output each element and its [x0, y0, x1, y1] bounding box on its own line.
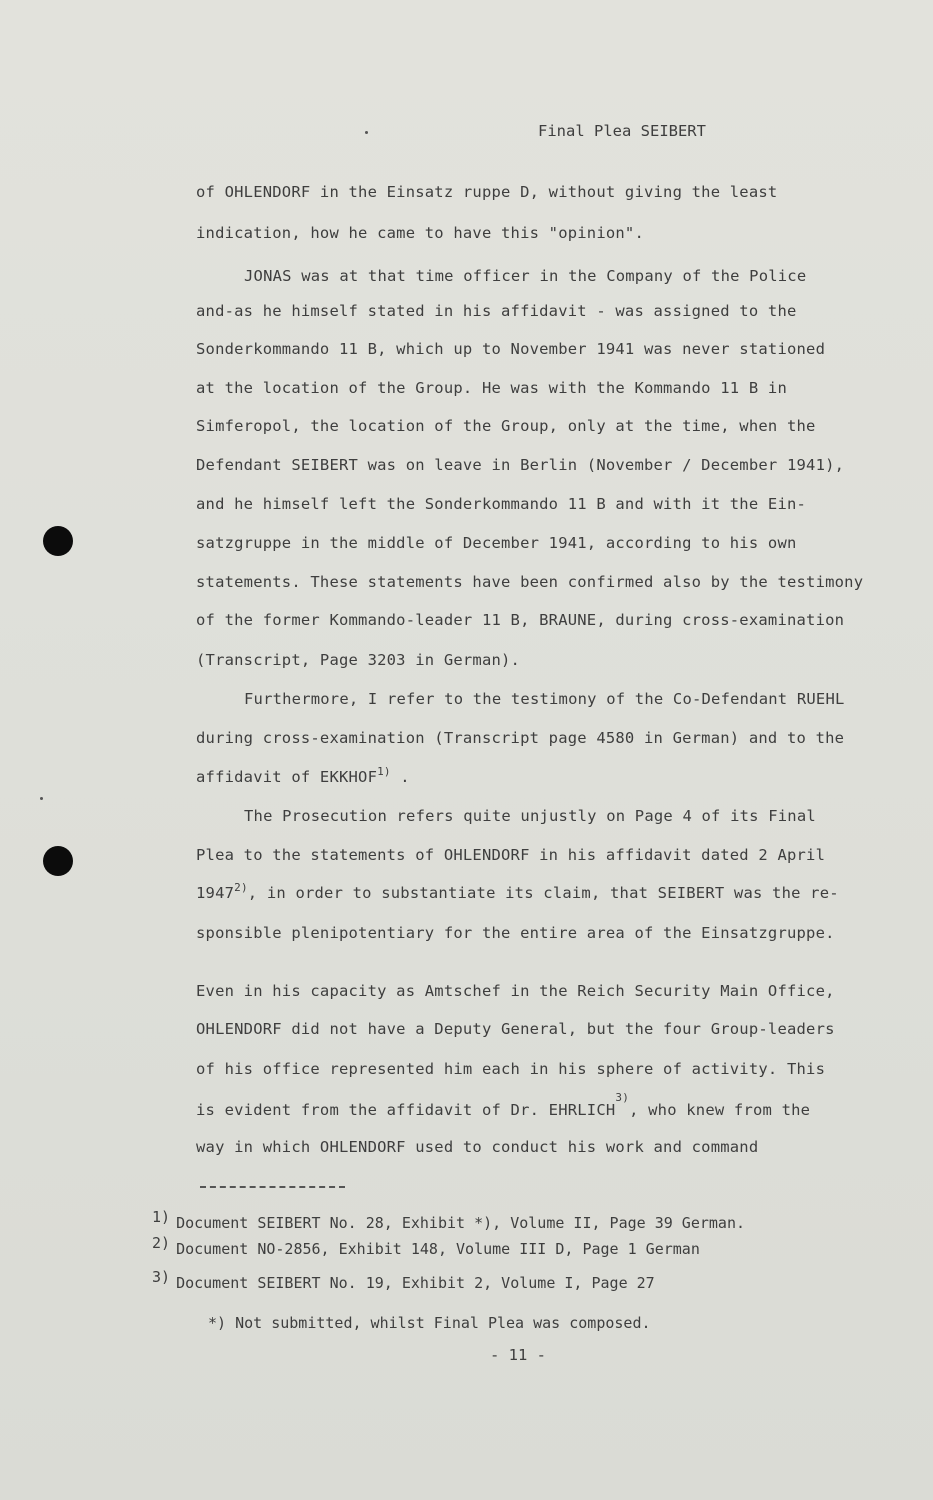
body-text: , who knew from the	[629, 1101, 811, 1119]
body-line: Defendant SEIBERT was on leave in Berlin (November / December 1941),	[196, 456, 845, 474]
body-line: Furthermore, I refer to the testimony of the Co-Defendant RUEHL	[244, 690, 845, 708]
body-text: affidavit of EKKHOF	[196, 768, 378, 786]
footnote-number: 1)	[152, 1208, 171, 1226]
body-text: is evident from the affidavit of Dr. EHRLICH	[196, 1101, 616, 1119]
punch-hole-icon	[43, 846, 73, 876]
footnote-mark: 1)	[377, 765, 391, 778]
footnote-text: Document NO-2856, Exhibit 148, Volume III D, Page 1 German	[176, 1240, 700, 1258]
body-text: 1947	[196, 884, 235, 902]
footnote-number: 3)	[152, 1268, 171, 1286]
body-line: during cross-examination (Transcript page 4580 in German) and to the	[196, 729, 845, 747]
punch-hole-icon	[43, 526, 73, 556]
footnote-mark: 2)	[234, 881, 248, 894]
speck-mark	[40, 797, 43, 800]
body-line: satzgruppe in the middle of December 1941, according to his own	[196, 534, 797, 552]
body-line: way in which OHLENDORF used to conduct his work and command	[196, 1138, 759, 1156]
body-line: sponsible plenipotentiary for the entire area of the Einsatzgruppe.	[196, 924, 835, 942]
footnote-mark: 3)	[615, 1091, 630, 1104]
body-line: (Transcript, Page 3203 in German).	[196, 651, 521, 669]
body-line	[196, 1091, 811, 1119]
body-line: indication, how he came to have this "opinion".	[196, 224, 644, 242]
body-line: OHLENDORF did not have a Deputy General, but the four Group-leaders	[196, 1020, 835, 1038]
body-line: Sonderkommando 11 B, which up to November 1941 was never stationed	[196, 340, 826, 358]
page-number: - 11 -	[490, 1346, 546, 1364]
body-line: of his office represented him each in his sphere of activity. This	[196, 1060, 826, 1078]
body-line	[196, 765, 410, 786]
body-line: of OHLENDORF in the Einsatz ruppe D, without giving the least	[196, 183, 778, 201]
body-line: of the former Kommando-leader 11 B, BRAUNE, during cross-examination	[196, 611, 845, 629]
body-line: and-as he himself stated in his affidavit - was assigned to the	[196, 302, 797, 320]
body-line: JONAS was at that time officer in the Company of the Police	[244, 267, 807, 285]
footnote	[152, 1234, 700, 1258]
speck-mark	[365, 131, 368, 134]
body-line: at the location of the Group. He was with the Kommando 11 B in	[196, 379, 787, 397]
footnote-note: *) Not submitted, whilst Final Plea was composed.	[208, 1314, 651, 1332]
footnote	[152, 1208, 746, 1232]
body-line: statements. These statements have been confirmed also by the testimony	[196, 573, 864, 591]
body-line: Even in his capacity as Amtschef in the Reich Security Main Office,	[196, 982, 835, 1000]
page-header: Final Plea SEIBERT	[538, 122, 706, 140]
body-text: , in order to substantiate its claim, that SEIBERT was the re-	[247, 884, 839, 902]
footnote-number: 2)	[152, 1234, 171, 1252]
footnote-text: Document SEIBERT No. 19, Exhibit 2, Volume I, Page 27	[176, 1274, 655, 1292]
footnote	[152, 1268, 655, 1292]
body-line: and he himself left the Sonderkommando 11 B and with it the Ein-	[196, 495, 807, 513]
body-line: Plea to the statements of OHLENDORF in his affidavit dated 2 April	[196, 846, 826, 864]
footnote-text: Document SEIBERT No. 28, Exhibit *), Volume II, Page 39 German.	[176, 1214, 746, 1232]
body-line	[196, 881, 839, 902]
footnote-separator	[200, 1186, 345, 1188]
body-text: .	[390, 768, 410, 786]
body-line: The Prosecution refers quite unjustly on Page 4 of its Final	[244, 807, 816, 825]
body-line: Simferopol, the location of the Group, only at the time, when the	[196, 417, 816, 435]
